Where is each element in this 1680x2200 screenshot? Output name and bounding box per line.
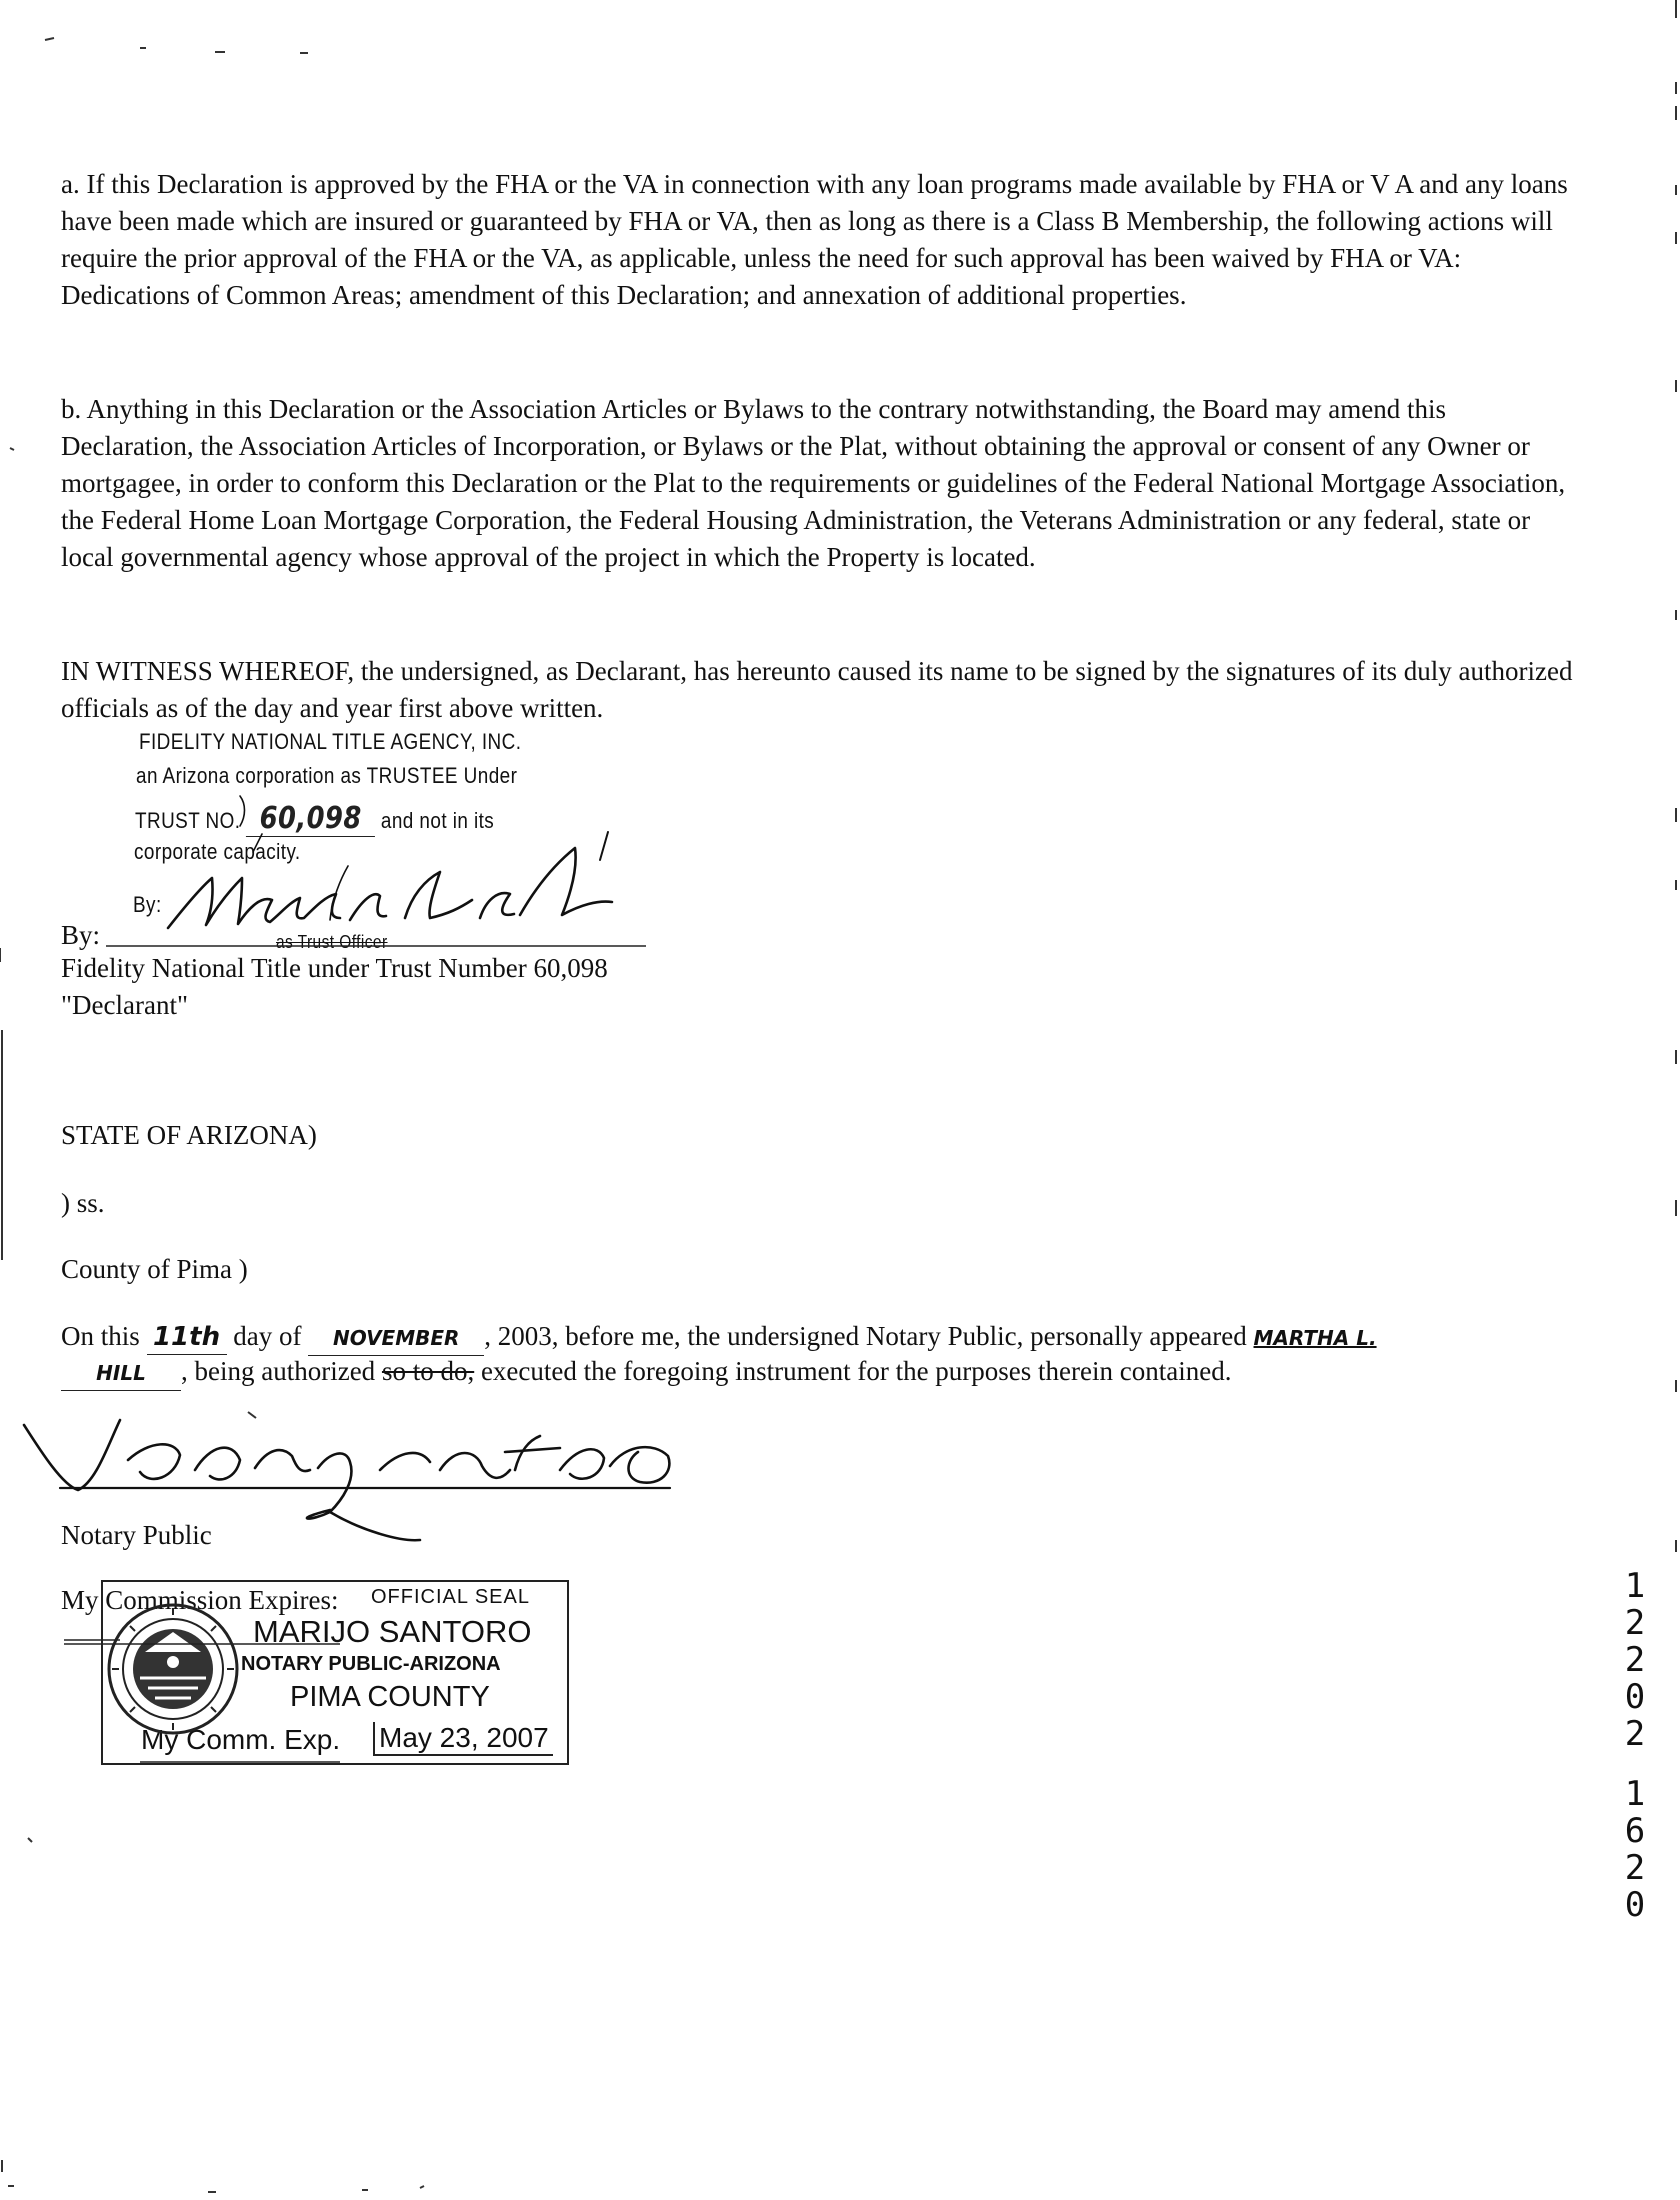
witness-paragraph: IN WITNESS WHEREOF, the undersigned, as Declarant, has hereunto caused its name to be signed by the signatures of its duly authorized officials as of the day and year first above written.	[61, 656, 1573, 723]
county-line: County of Pima )	[61, 1254, 248, 1284]
state-line: STATE OF ARIZONA)	[61, 1120, 317, 1150]
margin-digit: 2	[1624, 1640, 1646, 1680]
seal-notary-name: MARIJO SANTORO	[253, 1614, 532, 1649]
stamp-trust-no-label: TRUST NO.	[135, 808, 241, 833]
day-handwritten: 11th	[147, 1320, 227, 1355]
commission-expires-label: My Commission Expires:	[61, 1585, 339, 1615]
stamp-line-2: an Arizona corporation as TRUSTEE Under	[136, 763, 518, 788]
margin-digit: 0	[1624, 1885, 1646, 1925]
stamp-trust-officer: as Trust Officer	[276, 932, 388, 952]
margin-digit: 2	[1624, 1714, 1646, 1754]
stamp-line-4: corporate capacity.	[134, 839, 301, 864]
margin-digit: 2	[1624, 1603, 1646, 1643]
seal-county: PIMA COUNTY	[290, 1681, 490, 1713]
by-label: By:	[61, 920, 101, 950]
seal-notary-title: NOTARY PUBLIC-ARIZONA	[241, 1653, 501, 1675]
margin-digit: 0	[1624, 1677, 1646, 1717]
on-this-text: On this	[61, 1321, 140, 1351]
declarant-name: Fidelity National Title under Trust Number 60,098	[61, 953, 608, 983]
struck-text: so to do,	[381, 1356, 475, 1386]
declarant-label: "Declarant"	[61, 990, 188, 1020]
paragraph-a: a. If this Declaration is approved by the FHA or the VA in connection with any loan programs made available by FHA or V A and any loans have been made which are insured or guaranteed by FHA or VA, then as long as there is a Class B Membership, the following actions will require the prior approval of the FHA or the VA, as applicable, unless the need for such approval has been waived by FHA or VA: Dedications of Common Areas; amendment of this Declaration; and annexation of additional properties.	[61, 169, 1568, 310]
ss-line: ) ss.	[61, 1188, 105, 1218]
stamp-line-1: FIDELITY NATIONAL TITLE AGENCY, INC.	[139, 729, 522, 754]
margin-digit: 1	[1624, 1566, 1646, 1606]
margin-digit: 1	[1624, 1774, 1646, 1814]
stamp-not-in-its: and not in its	[380, 808, 495, 833]
being-authorized-text: , being authorized	[181, 1356, 376, 1386]
state-seal-emblem	[109, 1605, 237, 1733]
margin-digit: 2	[1624, 1848, 1646, 1888]
seal-exp-label: My Comm. Exp.	[141, 1724, 341, 1755]
notary-signature	[24, 1420, 670, 1540]
notary-public-label: Notary Public	[61, 1520, 212, 1550]
day-of-text: day of	[233, 1321, 302, 1351]
month-handwritten: NOVEMBER	[308, 1321, 484, 1356]
appeared-name-handwritten-2: HILL	[61, 1356, 181, 1391]
executed-text: executed the foregoing instrument for the purposes therein contained.	[480, 1356, 1232, 1386]
appeared-name-handwritten-1: MARTHA L.	[1253, 1326, 1377, 1350]
official-seal-label: OFFICIAL SEAL	[371, 1586, 530, 1608]
trust-officer-signature	[168, 796, 612, 928]
year-text: , 2003, before me, the undersigned Notary Public, personally appeared	[484, 1321, 1247, 1351]
seal-exp-date: May 23, 2007	[373, 1722, 553, 1756]
stamp-by-label: By:	[133, 892, 162, 917]
paragraph-b: b. Anything in this Declaration or the Association Articles or Bylaws to the contrary notwithstanding, the Board may amend this Declaration, the Association Articles of Incorporation, or Bylaws or the Plat, without obtaining the approval or consent of any Owner or mortgagee, in order to conform this Declaration or the Plat to the requirements or guidelines of the Federal National Mortgage Association, the Federal Home Loan Mortgage Corporation, the Federal Housing Administration, the Veterans Administration or any federal, state or local governmental agency whose approval of the project in which the Property is located.	[61, 394, 1566, 572]
margin-digit: 6	[1624, 1811, 1646, 1851]
trust-number-handwritten: 60,098	[246, 801, 375, 837]
